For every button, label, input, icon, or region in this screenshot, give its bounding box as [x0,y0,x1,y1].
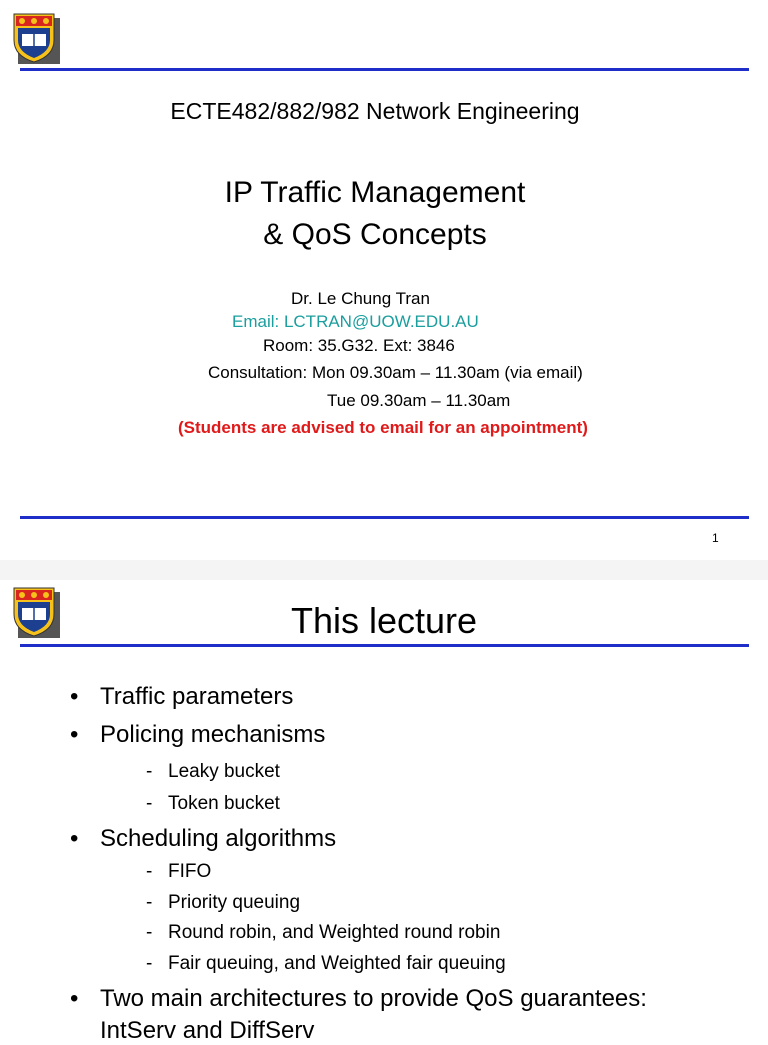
list-sub-item: - Token bucket [146,793,280,814]
room-info: Room: 35.G32. Ext: 3846 [263,336,455,355]
list-item-continued: IntServ and DiffServ [100,1017,315,1044]
header-rule [20,68,749,71]
university-crest-icon [12,12,60,64]
slide-2 [0,580,768,1044]
footer-rule [20,516,749,519]
list-sub-item: - Priority queuing [146,892,301,913]
consultation-mon: Consultation: Mon 09.30am – 11.30am (via email) [208,363,583,382]
course-name: ECTE482/882/982 Network Engineering [170,98,580,124]
list-sub-item: - Fair queuing, and Weighted fair queuing [146,953,506,974]
lecturer-email[interactable]: Email: LCTRAN@UOW.EDU.AU [232,312,479,331]
header-rule [20,644,749,647]
list-item: • Traffic parameters [70,683,294,710]
consultation-tue: Tue 09.30am – 11.30am [327,391,511,410]
list-item: • Scheduling algorithms [70,825,337,852]
list-item: • Two main architectures to provide QoS guarantees: [70,985,647,1012]
slide-title-line-2: & QoS Concepts [263,218,487,251]
list-sub-item: - Leaky bucket [146,761,280,782]
lecturer-name: Dr. Le Chung Tran [291,289,430,308]
list-sub-item: - Round robin, and Weighted round robin [146,922,501,943]
advice-note: (Students are advised to email for an appointment) [178,418,588,437]
slide-gap [0,560,768,580]
list-item: • Policing mechanisms [70,721,326,748]
list-sub-item: - FIFO [146,861,212,882]
slide-title: This lecture [290,600,478,641]
slide-title-line-1: IP Traffic Management [224,176,526,209]
page-number: 1 [712,531,719,545]
